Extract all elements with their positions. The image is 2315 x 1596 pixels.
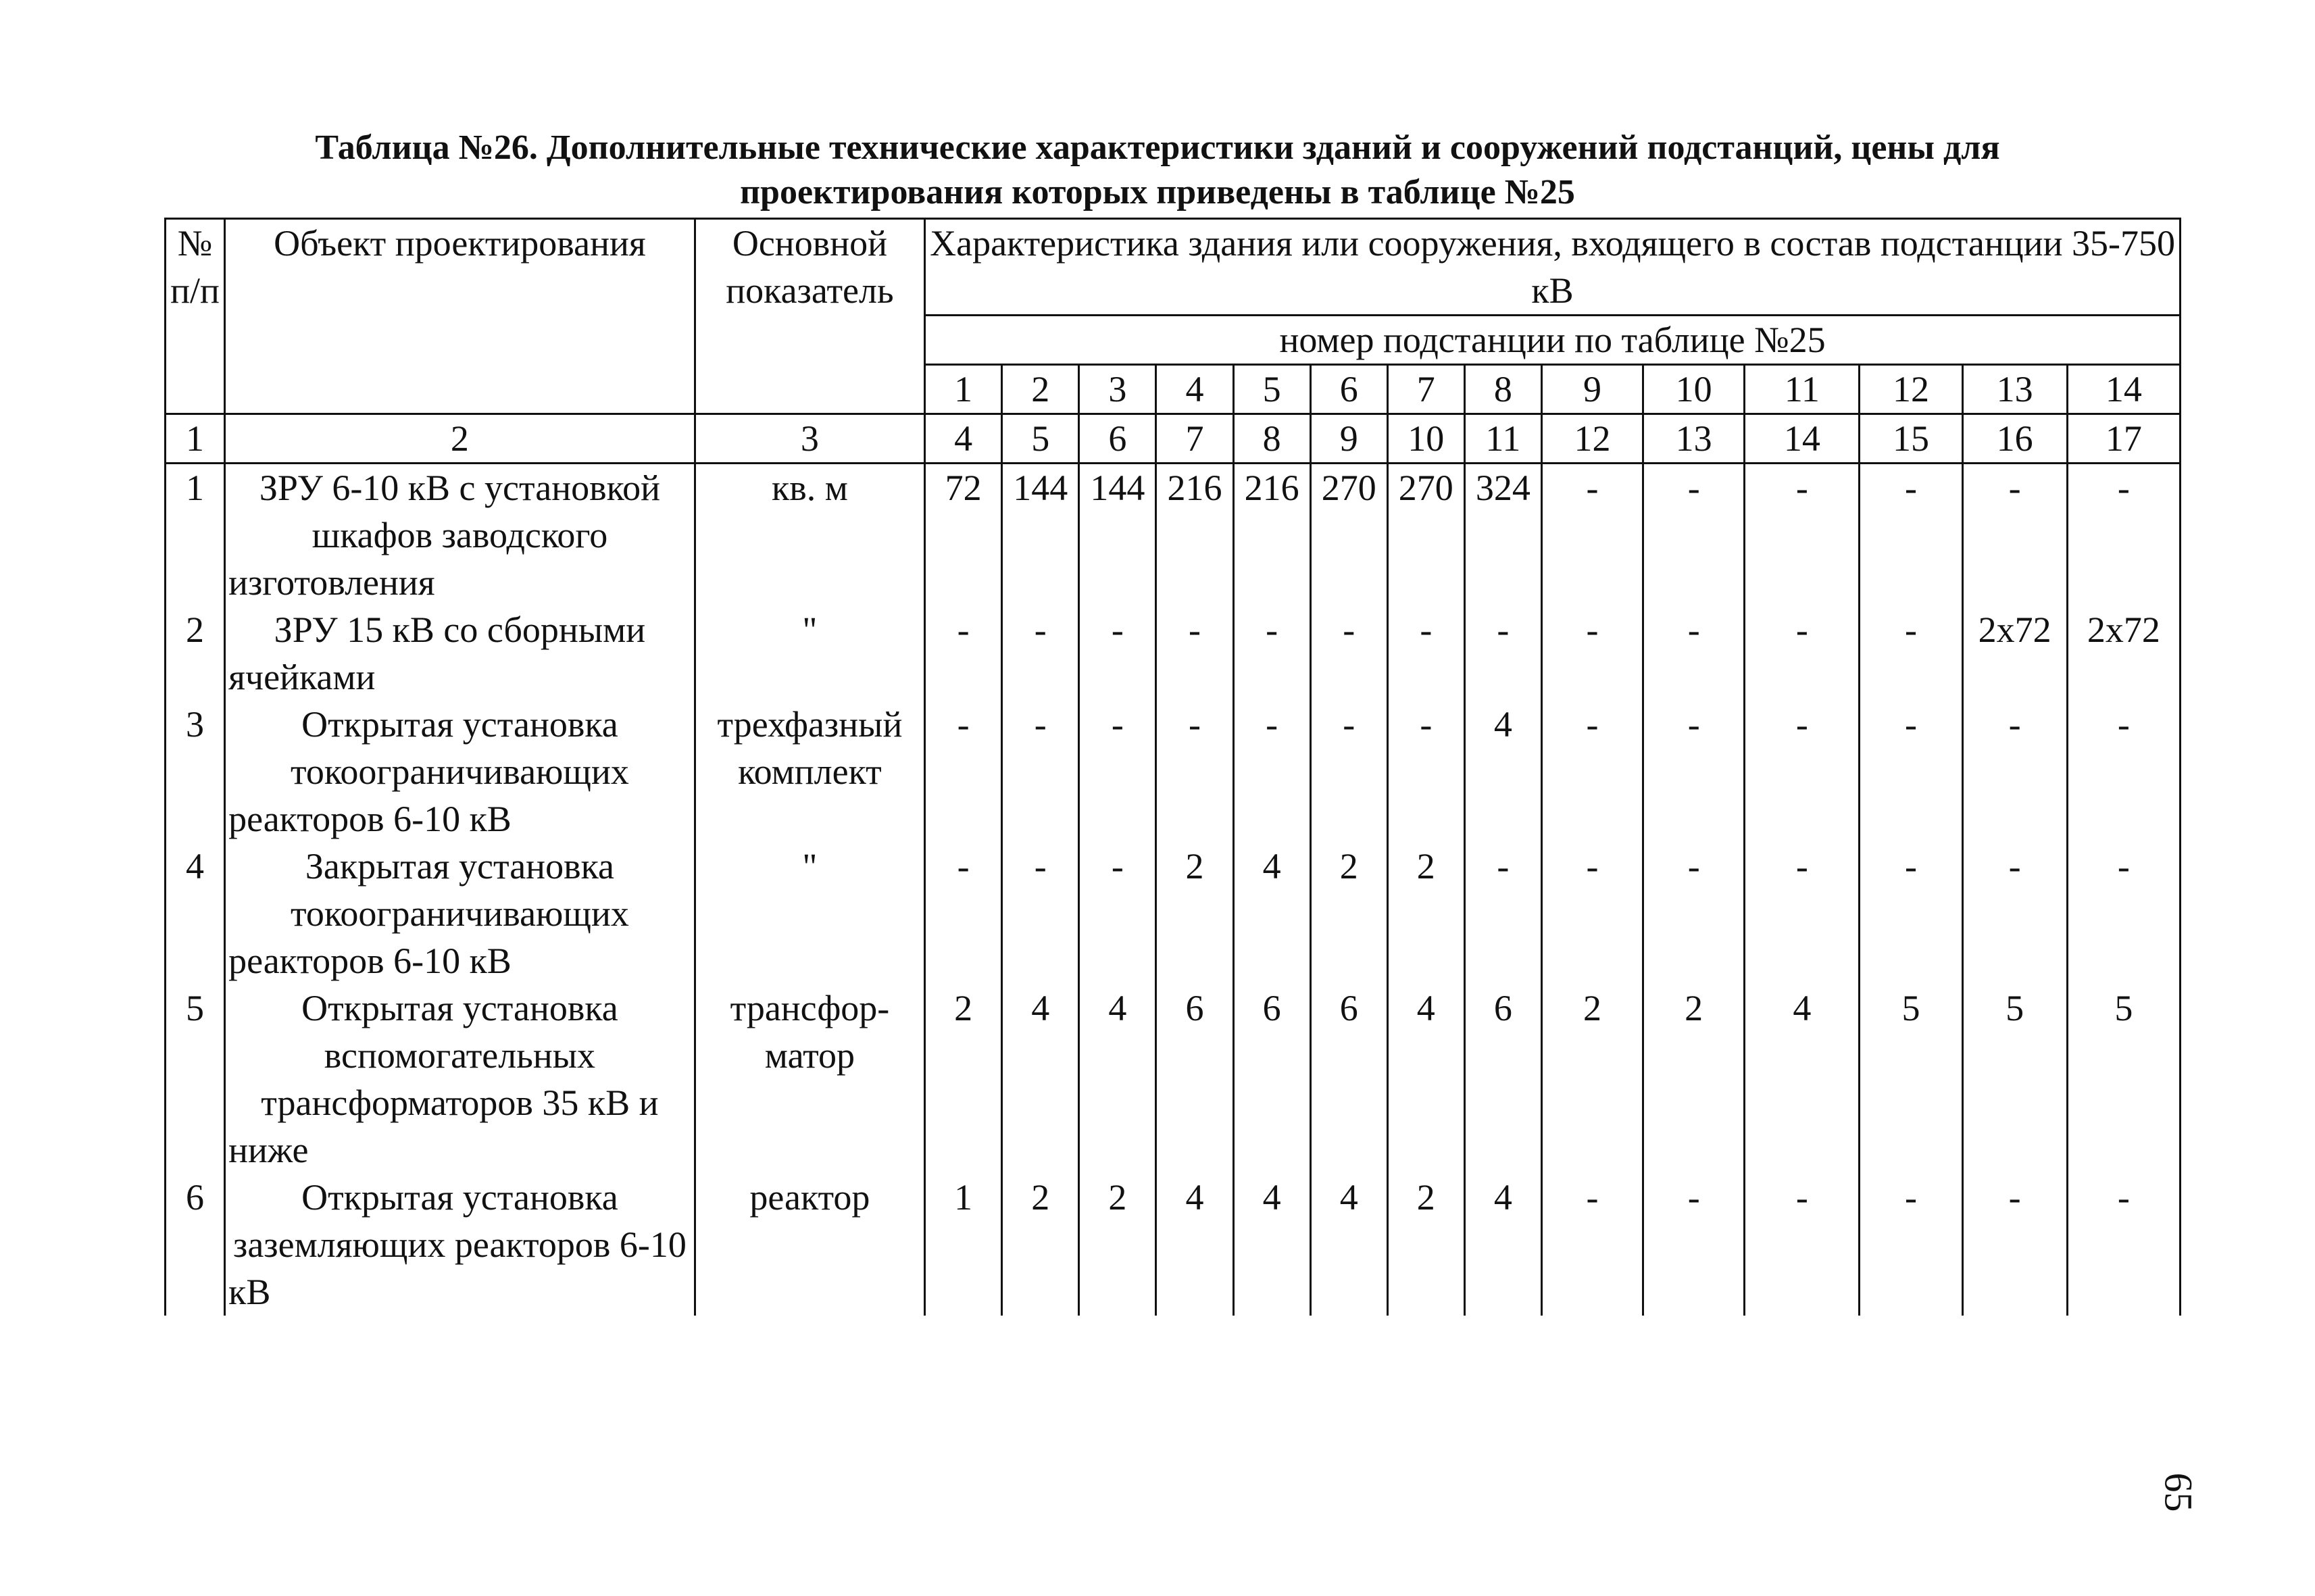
- indicator-cell: ": [695, 843, 924, 984]
- value-cell: 4: [1464, 1174, 1541, 1316]
- substation-number-cell: 14: [2067, 365, 2180, 414]
- column-number-cell: 5: [1002, 414, 1079, 464]
- row-number: 2: [166, 606, 225, 701]
- value-cell: 1: [925, 1174, 1002, 1316]
- table-title: [0, 126, 2315, 215]
- column-number-cell: 16: [1962, 414, 2067, 464]
- object-cell: ЗРУ 15 кВ со сборными ячейками: [225, 606, 695, 701]
- value-cell: 216: [1156, 464, 1233, 607]
- substation-number-cell: 6: [1310, 365, 1387, 414]
- table-row: [166, 1174, 2181, 1316]
- value-cell: -: [1156, 606, 1233, 701]
- title-line-2: проектирования которых приведены в таблице №25: [740, 173, 1575, 211]
- value-cell: -: [1310, 701, 1387, 843]
- column-number-cell: 17: [2067, 414, 2180, 464]
- value-cell: 4: [1387, 984, 1464, 1174]
- substation-number-cell: 5: [1233, 365, 1310, 414]
- table-row: [166, 843, 2181, 984]
- value-cell: -: [1464, 843, 1541, 984]
- value-cell: 216: [1233, 464, 1310, 607]
- value-cell: 5: [1860, 984, 1962, 1174]
- value-cell: -: [1541, 843, 1643, 984]
- column-number-cell: 8: [1233, 414, 1310, 464]
- value-cell: -: [925, 701, 1002, 843]
- indicator-cell: кв. м: [695, 464, 924, 607]
- substation-number-cell: 3: [1079, 365, 1156, 414]
- value-cell: 5: [2067, 984, 2180, 1174]
- indicator-cell: трехфазный комплект: [695, 701, 924, 843]
- value-cell: 2: [1643, 984, 1745, 1174]
- title-line-1: Таблица №26. Дополнительные технические характеристики зданий и сооружений подстанций, цены для: [315, 128, 2000, 167]
- value-cell: 4: [1079, 984, 1156, 1174]
- column-number-cell: 9: [1310, 414, 1387, 464]
- value-cell: -: [1387, 606, 1464, 701]
- column-number-cell: 12: [1541, 414, 1643, 464]
- value-cell: 270: [1310, 464, 1387, 607]
- value-cell: 4: [1233, 1174, 1310, 1316]
- object-cell: ЗРУ 6-10 кВ с установкой шкафов заводского изготовления: [225, 464, 695, 607]
- indicator-cell: реактор: [695, 1174, 924, 1316]
- value-cell: 6: [1156, 984, 1233, 1174]
- value-cell: -: [1962, 701, 2067, 843]
- value-cell: -: [1962, 843, 2067, 984]
- header-substation-number: номер подстанции по таблице №25: [925, 316, 2181, 365]
- row-number: 1: [166, 464, 225, 607]
- header-indicator: Основной показатель: [695, 219, 924, 414]
- header-characteristic: Характеристика здания или сооружения, входящего в состав подстанции 35-750 кВ: [925, 219, 2181, 316]
- value-cell: 4: [1745, 984, 1860, 1174]
- substation-number-cell: 10: [1643, 365, 1745, 414]
- value-cell: -: [1643, 464, 1745, 607]
- value-cell: 144: [1002, 464, 1079, 607]
- value-cell: 2х72: [1962, 606, 2067, 701]
- value-cell: -: [1745, 464, 1860, 607]
- value-cell: 6: [1464, 984, 1541, 1174]
- value-cell: -: [1860, 464, 1962, 607]
- row-number: 5: [166, 984, 225, 1174]
- value-cell: 6: [1233, 984, 1310, 1174]
- value-cell: 4: [1002, 984, 1079, 1174]
- value-cell: -: [1860, 606, 1962, 701]
- table-row: [166, 464, 2181, 607]
- value-cell: 2: [1541, 984, 1643, 1174]
- value-cell: -: [1079, 701, 1156, 843]
- column-number-cell: 11: [1464, 414, 1541, 464]
- value-cell: -: [1541, 464, 1643, 607]
- value-cell: 6: [1310, 984, 1387, 1174]
- value-cell: -: [1002, 606, 1079, 701]
- value-cell: 2: [1079, 1174, 1156, 1316]
- value-cell: 4: [1310, 1174, 1387, 1316]
- value-cell: -: [1745, 606, 1860, 701]
- value-cell: -: [1156, 701, 1233, 843]
- substation-number-cell: 8: [1464, 365, 1541, 414]
- table-body: [166, 464, 2181, 1316]
- substation-number-cell: 13: [1962, 365, 2067, 414]
- value-cell: 2х72: [2067, 606, 2180, 701]
- value-cell: 2: [1387, 843, 1464, 984]
- column-number-cell: 3: [695, 414, 924, 464]
- object-cell: Открытая установка токоограничивающих реакторов 6-10 кВ: [225, 701, 695, 843]
- value-cell: -: [1860, 1174, 1962, 1316]
- column-number-cell: 2: [225, 414, 695, 464]
- value-cell: -: [2067, 1174, 2180, 1316]
- value-cell: -: [1745, 843, 1860, 984]
- row-number: 4: [166, 843, 225, 984]
- column-number-cell: 1: [166, 414, 225, 464]
- value-cell: 2: [1310, 843, 1387, 984]
- column-number-cell: 6: [1079, 414, 1156, 464]
- substation-number-cell: 2: [1002, 365, 1079, 414]
- column-number-cell: 15: [1860, 414, 1962, 464]
- column-number-cell: 14: [1745, 414, 1860, 464]
- value-cell: 2: [1002, 1174, 1079, 1316]
- object-cell: Открытая установка заземляющих реакторов 6-10 кВ: [225, 1174, 695, 1316]
- value-cell: 270: [1387, 464, 1464, 607]
- table-header: [166, 219, 2181, 464]
- row-number: 3: [166, 701, 225, 843]
- value-cell: -: [1860, 701, 1962, 843]
- table-row: [166, 606, 2181, 701]
- substation-number-cell: 1: [925, 365, 1002, 414]
- column-number-cell: 13: [1643, 414, 1745, 464]
- value-cell: 5: [1962, 984, 2067, 1174]
- value-cell: -: [2067, 843, 2180, 984]
- value-cell: -: [925, 606, 1002, 701]
- value-cell: -: [2067, 464, 2180, 607]
- value-cell: 4: [1464, 701, 1541, 843]
- indicator-cell: трансфор-матор: [695, 984, 924, 1174]
- value-cell: -: [1002, 843, 1079, 984]
- column-number-row: [166, 414, 2181, 464]
- value-cell: -: [1541, 606, 1643, 701]
- header-num: № п/п: [166, 219, 225, 414]
- value-cell: -: [1745, 1174, 1860, 1316]
- substation-number-cell: 12: [1860, 365, 1962, 414]
- value-cell: -: [1387, 701, 1464, 843]
- characteristics-table: [164, 218, 2181, 1316]
- substation-number-cell: 4: [1156, 365, 1233, 414]
- value-cell: -: [1962, 1174, 2067, 1316]
- value-cell: -: [1860, 843, 1962, 984]
- value-cell: -: [1002, 701, 1079, 843]
- value-cell: -: [1643, 843, 1745, 984]
- value-cell: -: [1233, 606, 1310, 701]
- header-object: Объект проектирования: [225, 219, 695, 414]
- column-number-cell: 10: [1387, 414, 1464, 464]
- row-number: 6: [166, 1174, 225, 1316]
- value-cell: -: [1310, 606, 1387, 701]
- column-number-cell: 4: [925, 414, 1002, 464]
- value-cell: -: [1464, 606, 1541, 701]
- indicator-cell: ": [695, 606, 924, 701]
- value-cell: -: [1643, 606, 1745, 701]
- value-cell: -: [1962, 464, 2067, 607]
- table-row: [166, 701, 2181, 843]
- value-cell: 2: [1156, 843, 1233, 984]
- substation-number-cell: 7: [1387, 365, 1464, 414]
- value-cell: 4: [1233, 843, 1310, 984]
- value-cell: -: [1643, 1174, 1745, 1316]
- value-cell: -: [2067, 701, 2180, 843]
- value-cell: -: [1233, 701, 1310, 843]
- object-cell: Открытая установка вспомогательных трансформаторов 35 кВ и ниже: [225, 984, 695, 1174]
- value-cell: -: [1079, 843, 1156, 984]
- value-cell: 2: [1387, 1174, 1464, 1316]
- value-cell: -: [1541, 701, 1643, 843]
- substation-number-cell: 11: [1745, 365, 1860, 414]
- table-row: [166, 984, 2181, 1174]
- value-cell: -: [925, 843, 1002, 984]
- value-cell: -: [1079, 606, 1156, 701]
- value-cell: -: [1745, 701, 1860, 843]
- value-cell: -: [1643, 701, 1745, 843]
- value-cell: 144: [1079, 464, 1156, 607]
- value-cell: 324: [1464, 464, 1541, 607]
- object-cell: Закрытая установка токоограничивающих реакторов 6-10 кВ: [225, 843, 695, 984]
- value-cell: -: [1541, 1174, 1643, 1316]
- column-number-cell: 7: [1156, 414, 1233, 464]
- value-cell: 72: [925, 464, 1002, 607]
- value-cell: 2: [925, 984, 1002, 1174]
- substation-number-cell: 9: [1541, 365, 1643, 414]
- page-number: 65: [2156, 1472, 2201, 1512]
- value-cell: 4: [1156, 1174, 1233, 1316]
